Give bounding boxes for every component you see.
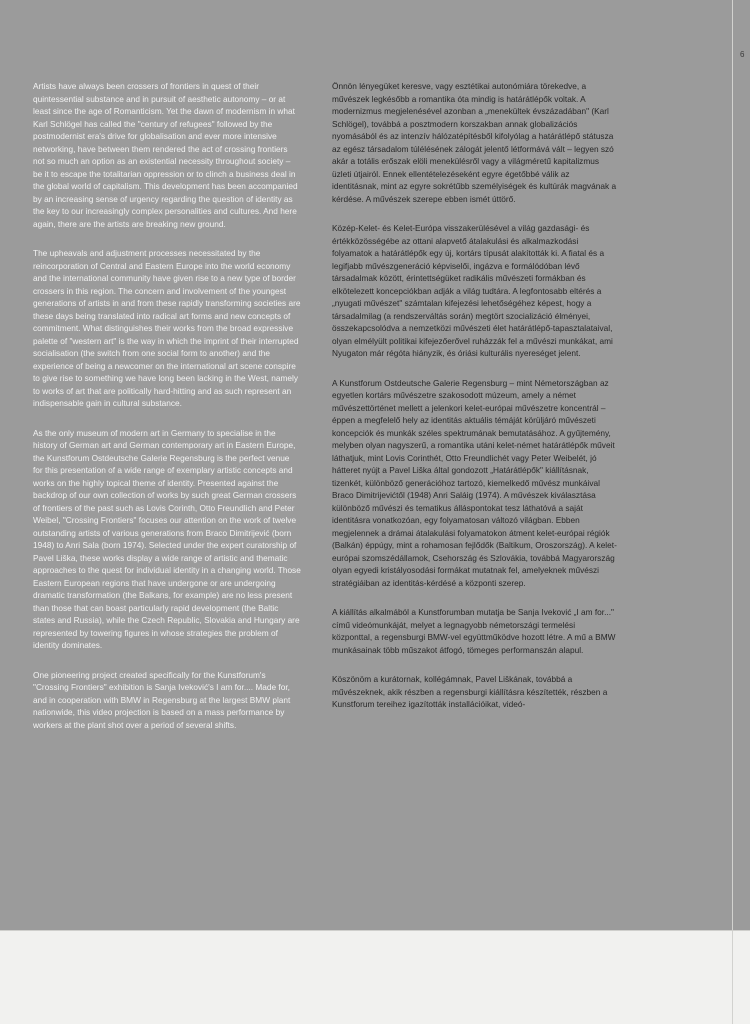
- page-number: 6: [740, 50, 745, 59]
- hungarian-paragraph: Közép-Kelet- és Kelet-Európa visszakerülésével a világ gazdasági- és értékközösségébe az ottani alapvető átalakulási és alkalmazkodási folyamatok a határátlépők egy új, kortárs típusát alakították ki. A fiatal és a legifjabb művészgeneráció képviselői, ingázva e formálódóban lévő társadalmak között, érintettségüket radikális művészeti formákban és elkötelezett koncepciókban adják a világ tudtára. A legfontosabb eltérés a „nyugati művészet" számtalan kifejezési lehetőségéhez képest, hogy a társadalmilag (a rendszerváltás során) megtört szocializáció élményei, összekapcsolódva a nemzetközi művészeti élet határátlépő-tapasztalataival, olyan elmélyült politikai kifejezőerővel ruházzák fel a művészi munkákat, ami Nyugaton már régóta hiányzik, és óriási kulturális nyereséget jelent.: [332, 223, 613, 358]
- english-text-column: [33, 80, 301, 748]
- hungarian-text-column: [332, 80, 617, 728]
- hungarian-paragraph: A kiállítás alkalmából a Kunstforumban mutatja be Sanja Iveković „I am for..." című videómunkáját, melyet a legnagyobb németországi termelési központtal, a regensburgi BMW-vel együttműködve hozott létre. A mű a BMW munkásainak több műszakot átfogó, tömeges performanszán alapul.: [332, 607, 616, 655]
- hungarian-paragraph: A Kunstforum Ostdeutsche Galerie Regensburg – mint Németországban az egyetlen kortárs művészetre szakosodott múzeum, amely a német művészettörténet mellett a jelenkori kelet-európai művészetre koncentrál – éppen a megfelelő hely az identitás aktuális témáját körüljáró művészeti koncepciók és munkák széles spektrumának bemutatásához. A gyűjtemény, melyben olyan nagyszerű, a romantika utáni kelet-német határátlépők műveit láthatjuk, mint Lovis Corinthét, Otto Freundlichét vagy Peter Weibelét, jó hátteret nyújt a Pavel Liška által gondozott „Határátlépők" kiállításnak, tizenkét, különböző generációhoz tartozó, kiemelkedő művész munkáival Braco Dimitrijevićtől (1948) Anri Saláig (1974). A művészek kiválasztása különböző művészi és tematikus álláspontokat tesz láthatóvá a saját identitásra vonatkozóan, egy folyamatosan változó világban. Ebben megjelennek a drámai átalakulási folyamatokon átment kelet-európai régiók (Balkán) éppúgy, mint a rohamosan fejlődők (Baltikum, Oroszország). A kelet-európai szomszédállamok, Csehország és Szlovákia, továbbá Magyarország olyan egyedi kristályosodási formákat mutatnak fel, amelyeknek művészi stratégiáiban az identitás-kérdésé a központi szerep.: [332, 377, 617, 588]
- page-bottom-line: [0, 930, 750, 931]
- hungarian-paragraph: Önnön lényegüket keresve, vagy esztétikai autonómiára törekedve, a művészek legkésőbb a romantika óta mindig is határátlépők voltak. A modernizmus megjelenésével azonban a „menekültek évszázadában" (Karl Schlögel), továbbá a posztmodern korszakban annak globalizációs nyomásából és az intenzív hálózatépítésből kifolyólag a határátlépő státusza az egész társadalom túlélésének zálogát jelentő létformává vált – legyen szó akár a totális erőszak elöli menekülésről vagy a világméretű kapitalizmus üzleti útjairól. Ennek ellentételezéseként egyre égetőbbé válik az identitásnak, mint az egyre sokrétűbb személyiségek és kultúrák magvának a kérdése. A művészek szerepe ebben ismét úttörő.: [332, 81, 617, 204]
- english-paragraph: As the only museum of modern art in Germany to specialise in the history of German art and German contemporary art in Eastern Europe, the Kunstforum Ostdeutsche Galerie Regensburg is the perfect venue for this presentation of a wide range of exemplary artistic concepts and works on the highly topical theme of identity. Presented against the backdrop of our own collection of works by such great German crossers of frontiers of the past such as Lovis Corinth, Otto Freundlich and Peter Weibel, "Crossing Frontiers" focuses our attention on the work of twelve outstanding artists of various generations from Braco Dimitrijević (born 1948) to Anri Sala (born 1974). Selected under the expert curatorship of Pavel Liška, these works display a wide range of artistic and thematic approaches to the quest for individual identity in a changing world. Those Eastern European regions that have undergone or are undergoing dramatic transformation (the Balkans, for example) are no less present than those that can boast particularly rapid development (the Baltic states and Russia), while the Czech Republic, Slovakia and Hungary are represented by towering figures in whose strategies the problem of identity dominates.: [33, 427, 301, 650]
- hungarian-paragraph: Köszönöm a kurátornak, kollégámnak, Pavel Liškának, továbbá a művészeknek, akik részben a regensburgi kiállításra készítették, részben a Kunstforum tereihez igazították installációikat, videó-: [332, 674, 608, 709]
- english-paragraph: Artists have always been crossers of frontiers in quest of their quintessential substance and in pursuit of aesthetic autonomy – or at least since the age of Romanticism. Yet the dawn of modernism in what Karl Schlögel has called the "century of refugees" followed by the postmodernist era's drive for globalisation and ever more intensive networking, have between them rendered the act of crossing frontiers not so much an option as an existential necessity throughout society – be it to escape the totalitarian oppression or to clinch a business deal in the global world of capitalism. This development has been accompanied by an increasing sense of urgency regarding the question of identity as the key to our increasingly complex personalities and cultures. And here again, there are the artists are breaking new ground.: [33, 81, 298, 229]
- page-fold-line: [732, 0, 733, 1024]
- english-paragraph: The upheavals and adjustment processes necessitated by the reincorporation of Central and Eastern Europe into the world economy and the international community have given rise to a new type of border crossers in this region. The concern and involvement of the youngest generations of artists in and from these rapidly transforming societies are these days being translated into radical art forms and new concepts of commitment. What distinguishes their works from the broad expressive palette of "western art" is the way in which the imprint of their interrupted socialisation (the switch from one social form to another) and the experience of being a newcomer on the international art scene conspire to give rise to something we have long been lacking in the West, namely to works of art that are politically hard-hitting and as such represent an indispensable gain in cultural substance.: [33, 248, 301, 408]
- english-paragraph: One pioneering project created specifically for the Kunstforum's "Crossing Frontiers" exhibition is Sanja Iveković's I am for.... Made for, and in cooperation with BMW in Regensburg at the largest BMW plant nationwide, this video projection is based on a mass performance by workers at the plant shot over a period of several shifts.: [33, 669, 291, 730]
